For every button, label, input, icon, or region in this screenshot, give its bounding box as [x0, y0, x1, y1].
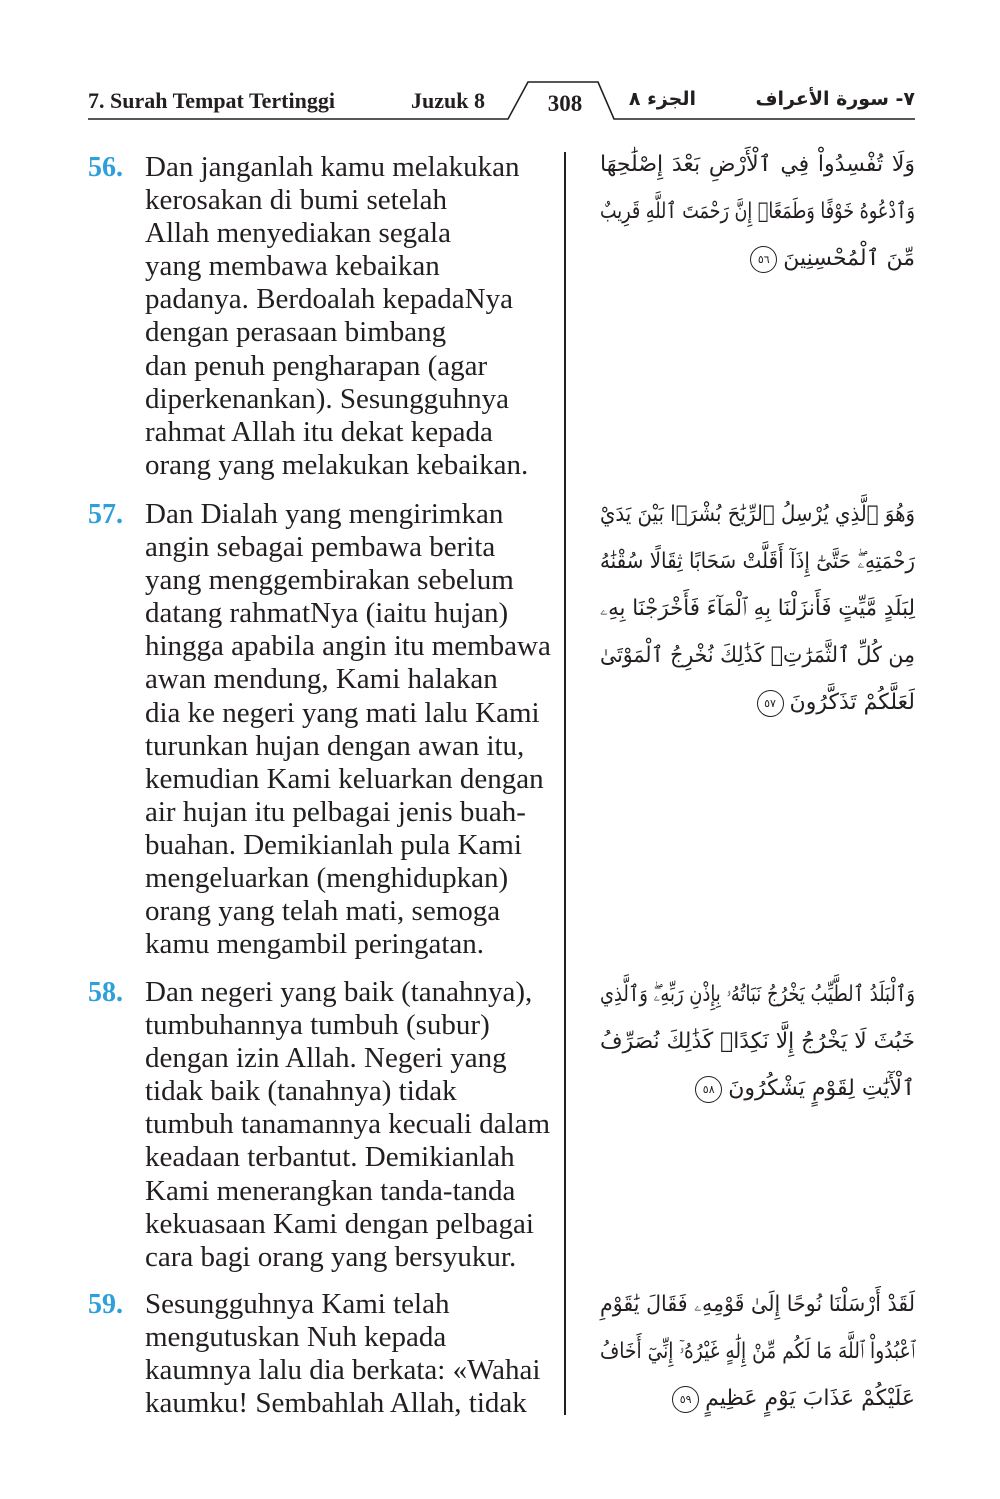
running-header-juz-label: Juzuk 8	[411, 88, 485, 113]
translation-line: mengutuskan Nuh kepada	[145, 1321, 447, 1354]
ayah-marker: ٥٧	[757, 690, 784, 717]
translation-line: kaumnya lalu dia berkata: «Wahai	[145, 1354, 541, 1387]
arabic-line: لِبَلَدٍ مَّيِّتٍ فَأَنزَلْنَا بِهِ ٱلْمَآءَ فَأَخْرَجْنَا بِهِۦ	[600, 596, 915, 621]
arabic-line: وَهُوَ ٱلَّذِي يُرْسِلُ ٱلرِّيَٰحَ بُشْرَۢا بَيْنَ يَدَيْ	[600, 502, 915, 527]
verse-number: 57.	[88, 499, 123, 530]
verse-59-arabic	[600, 1281, 915, 1422]
arabic-line-text: عَلَيْكُمْ عَذَابَ يَوْمٍ عَظِيمٍ	[705, 1386, 915, 1411]
running-header-surah-arabic: ٧- سورة الأعراف	[755, 88, 915, 110]
translation-line: angin sebagai pembawa berita	[145, 531, 496, 564]
translation-line: dengan izin Allah. Negeri yang	[145, 1042, 507, 1075]
translation-line: yang membawa kebaikan	[145, 250, 440, 283]
arabic-line: مِن كُلِّ ٱلثَّمَرَٰتِۚ كَذَٰلِكَ نُخْرِجُ ٱلْمَوْتَىٰ	[599, 643, 915, 668]
running-header-juz-arabic: الجزء ٨	[628, 88, 696, 110]
translation-line: tidak baik (tanahnya) tidak	[145, 1075, 457, 1108]
arabic-line-text: مِّنَ ٱلْمُحْسِنِينَ	[783, 246, 915, 271]
translation-line: kemudian Kami keluarkan dengan	[145, 762, 544, 795]
ayah-marker: ٥٩	[672, 1386, 699, 1413]
ayah-marker: ٥٦	[750, 246, 777, 273]
running-header-surah-title: 7. Surah Tempat Tertinggi	[88, 88, 335, 113]
translation-line: Kami menerangkan tanda-tanda	[145, 1174, 516, 1207]
verse-56-translation	[145, 151, 560, 482]
arabic-line: خَبُثَ لَا يَخْرُجُ إِلَّا نَكِدًاۚ كَذَٰلِكَ نُصَرِّفُ	[599, 1029, 915, 1054]
verse-58-translation	[145, 976, 560, 1274]
verse-57-translation	[145, 498, 560, 961]
arabic-line: وَلَا تُفْسِدُواْ فِي ٱلْأَرْضِ بَعْدَ إِصْلَٰحِهَا	[600, 152, 915, 177]
translation-line: dengan perasaan bimbang	[145, 316, 447, 349]
verse-59-translation	[145, 1288, 560, 1420]
verse-number: 59.	[88, 1289, 123, 1320]
translation-line: diperkenankan). Sesungguhnya	[145, 382, 510, 415]
ayah-marker: ٥٨	[695, 1076, 722, 1103]
translation-line: kerosakan di bumi setelah	[145, 184, 447, 217]
column-divider	[564, 152, 566, 1415]
translation-line: Dan Dialah yang mengirimkan	[145, 498, 504, 530]
translation-line: tumbuh tanamannya kecuali dalam	[145, 1108, 551, 1141]
arabic-line-text: لَعَلَّكُمْ تَذَكَّرُونَ	[789, 690, 915, 715]
translation-line: orang yang telah mati, semoga	[145, 895, 501, 928]
translation-line: turunkan hujan dengan awan itu,	[145, 729, 525, 762]
translation-line: yang menggembirakan sebelum	[145, 564, 514, 597]
verse-56-arabic	[600, 141, 915, 282]
translation-line: Dan negeri yang baik (tanahnya),	[145, 976, 533, 1008]
translation-line: Sesungguhnya Kami telah	[145, 1288, 450, 1320]
arabic-line	[600, 235, 915, 282]
translation-line: keadaan terbantut. Demikianlah	[145, 1141, 515, 1174]
arabic-line	[600, 1065, 915, 1112]
translation-line: awan mendung, Kami halakan	[145, 663, 498, 696]
translation-line: datang rahmatNya (iaitu hujan)	[145, 597, 509, 630]
verse-57-arabic	[600, 491, 915, 726]
translation-line: dan penuh pengharapan (agar	[145, 349, 488, 382]
translation-line: dia ke negeri yang mati lalu Kami	[145, 696, 540, 729]
arabic-line	[600, 679, 915, 726]
translation-line: Allah menyediakan segala	[145, 217, 451, 250]
translation-line: padanya. Berdoalah kepadaNya	[145, 283, 513, 316]
arabic-line: وَٱلْبَلَدُ ٱلطَّيِّبُ يَخْرُجُ نَبَاتُهُۥ بِإِذْنِ رَبِّهِۦۖ وَٱلَّذِي	[599, 982, 915, 1007]
translation-line: kekuasaan Kami dengan pelbagai	[145, 1207, 534, 1240]
header-rule	[0, 0, 1000, 130]
translation-line: cara bagi orang yang bersyukur.	[145, 1240, 517, 1273]
arabic-line: وَٱدْعُوهُ خَوْفًا وَطَمَعًاۚ إِنَّ رَحْمَتَ ٱللَّهِ قَرِيبٌ	[600, 199, 915, 224]
translation-line: mengeluarkan (menghidupkan)	[145, 862, 509, 895]
arabic-line	[600, 1375, 915, 1422]
arabic-line: لَقَدْ أَرْسَلْنَا نُوحًا إِلَىٰ قَوْمِهِۦ فَقَالَ يَٰقَوْمِ	[599, 1292, 915, 1317]
translation-line: kamu mengambil peringatan.	[145, 928, 485, 961]
verse-number: 58.	[88, 977, 123, 1008]
translation-line: Dan janganlah kamu melakukan	[145, 151, 520, 183]
translation-line: air hujan itu pelbagai jenis buah-	[145, 795, 526, 828]
translation-line: kaumku! Sembahlah Allah, tidak	[145, 1387, 527, 1420]
page-number: 308	[547, 91, 583, 116]
arabic-line: رَحْمَتِهِۦۖ حَتَّىٰٓ إِذَآ أَقَلَّتْ سَحَابًا ثِقَالًا سُقْنَٰهُ	[599, 549, 915, 574]
translation-line: rahmat Allah itu dekat kepada	[145, 415, 493, 448]
arabic-line-text: ٱلْأٓيَٰتِ لِقَوْمٍ يَشْكُرُونَ	[728, 1076, 915, 1101]
translation-line: tumbuhannya tumbuh (subur)	[145, 1009, 490, 1042]
arabic-line: ٱعْبُدُواْ ٱللَّهَ مَا لَكُم مِّنْ إِلَٰهٍ غَيْرُهُۥٓ إِنِّيٓ أَخَافُ	[599, 1339, 915, 1364]
verse-58-arabic	[600, 971, 915, 1112]
translation-line: orang yang melakukan kebaikan.	[145, 448, 529, 481]
translation-line: buahan. Demikianlah pula Kami	[145, 828, 522, 861]
translation-line: hingga apabila angin itu membawa	[145, 630, 551, 663]
verse-number: 56.	[88, 152, 123, 183]
